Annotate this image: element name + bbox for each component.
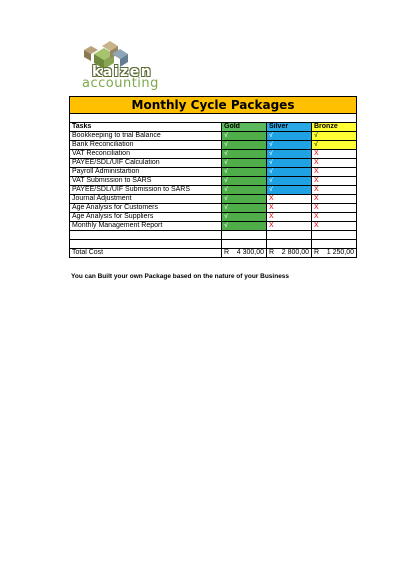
footnote: You can Built your own Package based on the nature of your Business (71, 273, 290, 280)
logo-text-kaizen: kaizen (92, 64, 153, 80)
task-cell: Journal Adjustment (70, 195, 222, 204)
silver-included-cell: √ (267, 159, 312, 168)
bronze-price-cell (312, 249, 357, 258)
gold-included-cell: √ (222, 150, 267, 159)
silver-included-cell: √ (267, 186, 312, 195)
table-title: Monthly Cycle Packages (70, 97, 357, 114)
bronze-excluded-cell: X (312, 186, 357, 195)
table-row (70, 186, 357, 195)
spacer-row (70, 114, 357, 123)
bronze-excluded-cell: X (312, 159, 357, 168)
silver-price-cell (267, 249, 312, 258)
currency-symbol: R (314, 249, 320, 256)
table-row (70, 204, 357, 213)
header-gold: Gold (222, 123, 267, 132)
silver-excluded-cell: X (267, 195, 312, 204)
header-silver: Silver (267, 123, 312, 132)
task-cell: Monthly Management Report (70, 222, 222, 231)
silver-included-cell: √ (267, 141, 312, 150)
table-row (70, 177, 357, 186)
bronze-excluded-cell: X (312, 177, 357, 186)
logo-text-accounting: accounting (82, 76, 159, 91)
gold-included-cell: √ (222, 168, 267, 177)
gold-included-cell: √ (222, 186, 267, 195)
bronze-excluded-cell: X (312, 168, 357, 177)
task-cell: Age Analysis for Suppliers (70, 213, 222, 222)
blank-row (70, 231, 357, 240)
gold-included-cell: √ (222, 204, 267, 213)
table-row (70, 213, 357, 222)
bronze-excluded-cell: X (312, 222, 357, 231)
task-cell: Payroll Administartion (70, 168, 222, 177)
bronze-included-cell: √ (312, 132, 357, 141)
table-row (70, 150, 357, 159)
table-row (70, 159, 357, 168)
silver-included-cell: √ (267, 168, 312, 177)
gold-price: 4 300,00 (236, 249, 264, 256)
task-cell: VAT Reconciliation (70, 150, 222, 159)
table-row (70, 141, 357, 150)
table-row (70, 168, 357, 177)
silver-included-cell: √ (267, 132, 312, 141)
table-row (70, 222, 357, 231)
header-tasks: Tasks (70, 123, 222, 132)
task-cell: Bank Reconciliation (70, 141, 222, 150)
title-row (70, 97, 357, 114)
bronze-excluded-cell: X (312, 213, 357, 222)
total-row (70, 249, 357, 258)
gold-included-cell: √ (222, 222, 267, 231)
silver-included-cell: √ (267, 150, 312, 159)
silver-price: 2 800,00 (281, 249, 309, 256)
currency-symbol: R (224, 249, 230, 256)
bronze-price: 1 250,00 (326, 249, 354, 256)
bronze-included-cell: √ (312, 141, 357, 150)
gold-price-cell (222, 249, 267, 258)
kaizen-logo (78, 40, 158, 92)
silver-included-cell: √ (267, 177, 312, 186)
task-cell: PAYEE/SDL/UIF Submission to SARS (70, 186, 222, 195)
bronze-excluded-cell: X (312, 195, 357, 204)
bronze-excluded-cell: X (312, 150, 357, 159)
table-row (70, 132, 357, 141)
table-row (70, 195, 357, 204)
task-cell: Age Analysis for Customers (70, 204, 222, 213)
gold-included-cell: √ (222, 195, 267, 204)
gold-included-cell: √ (222, 141, 267, 150)
silver-excluded-cell: X (267, 213, 312, 222)
task-cell: PAYEE/SDL/UIF Calculation (70, 159, 222, 168)
task-cell: VAT Submission to SARS (70, 177, 222, 186)
gold-included-cell: √ (222, 132, 267, 141)
silver-excluded-cell: X (267, 204, 312, 213)
gold-included-cell: √ (222, 213, 267, 222)
header-row (70, 123, 357, 132)
bronze-excluded-cell: X (312, 204, 357, 213)
silver-excluded-cell: X (267, 222, 312, 231)
task-cell: Bookkeeping to trial Balance (70, 132, 222, 141)
packages-table (69, 96, 357, 258)
total-label: Total Cost (70, 249, 222, 258)
blank-row (70, 240, 357, 249)
gold-included-cell: √ (222, 159, 267, 168)
currency-symbol: R (269, 249, 275, 256)
gold-included-cell: √ (222, 177, 267, 186)
header-bronze: Bronze (312, 123, 357, 132)
